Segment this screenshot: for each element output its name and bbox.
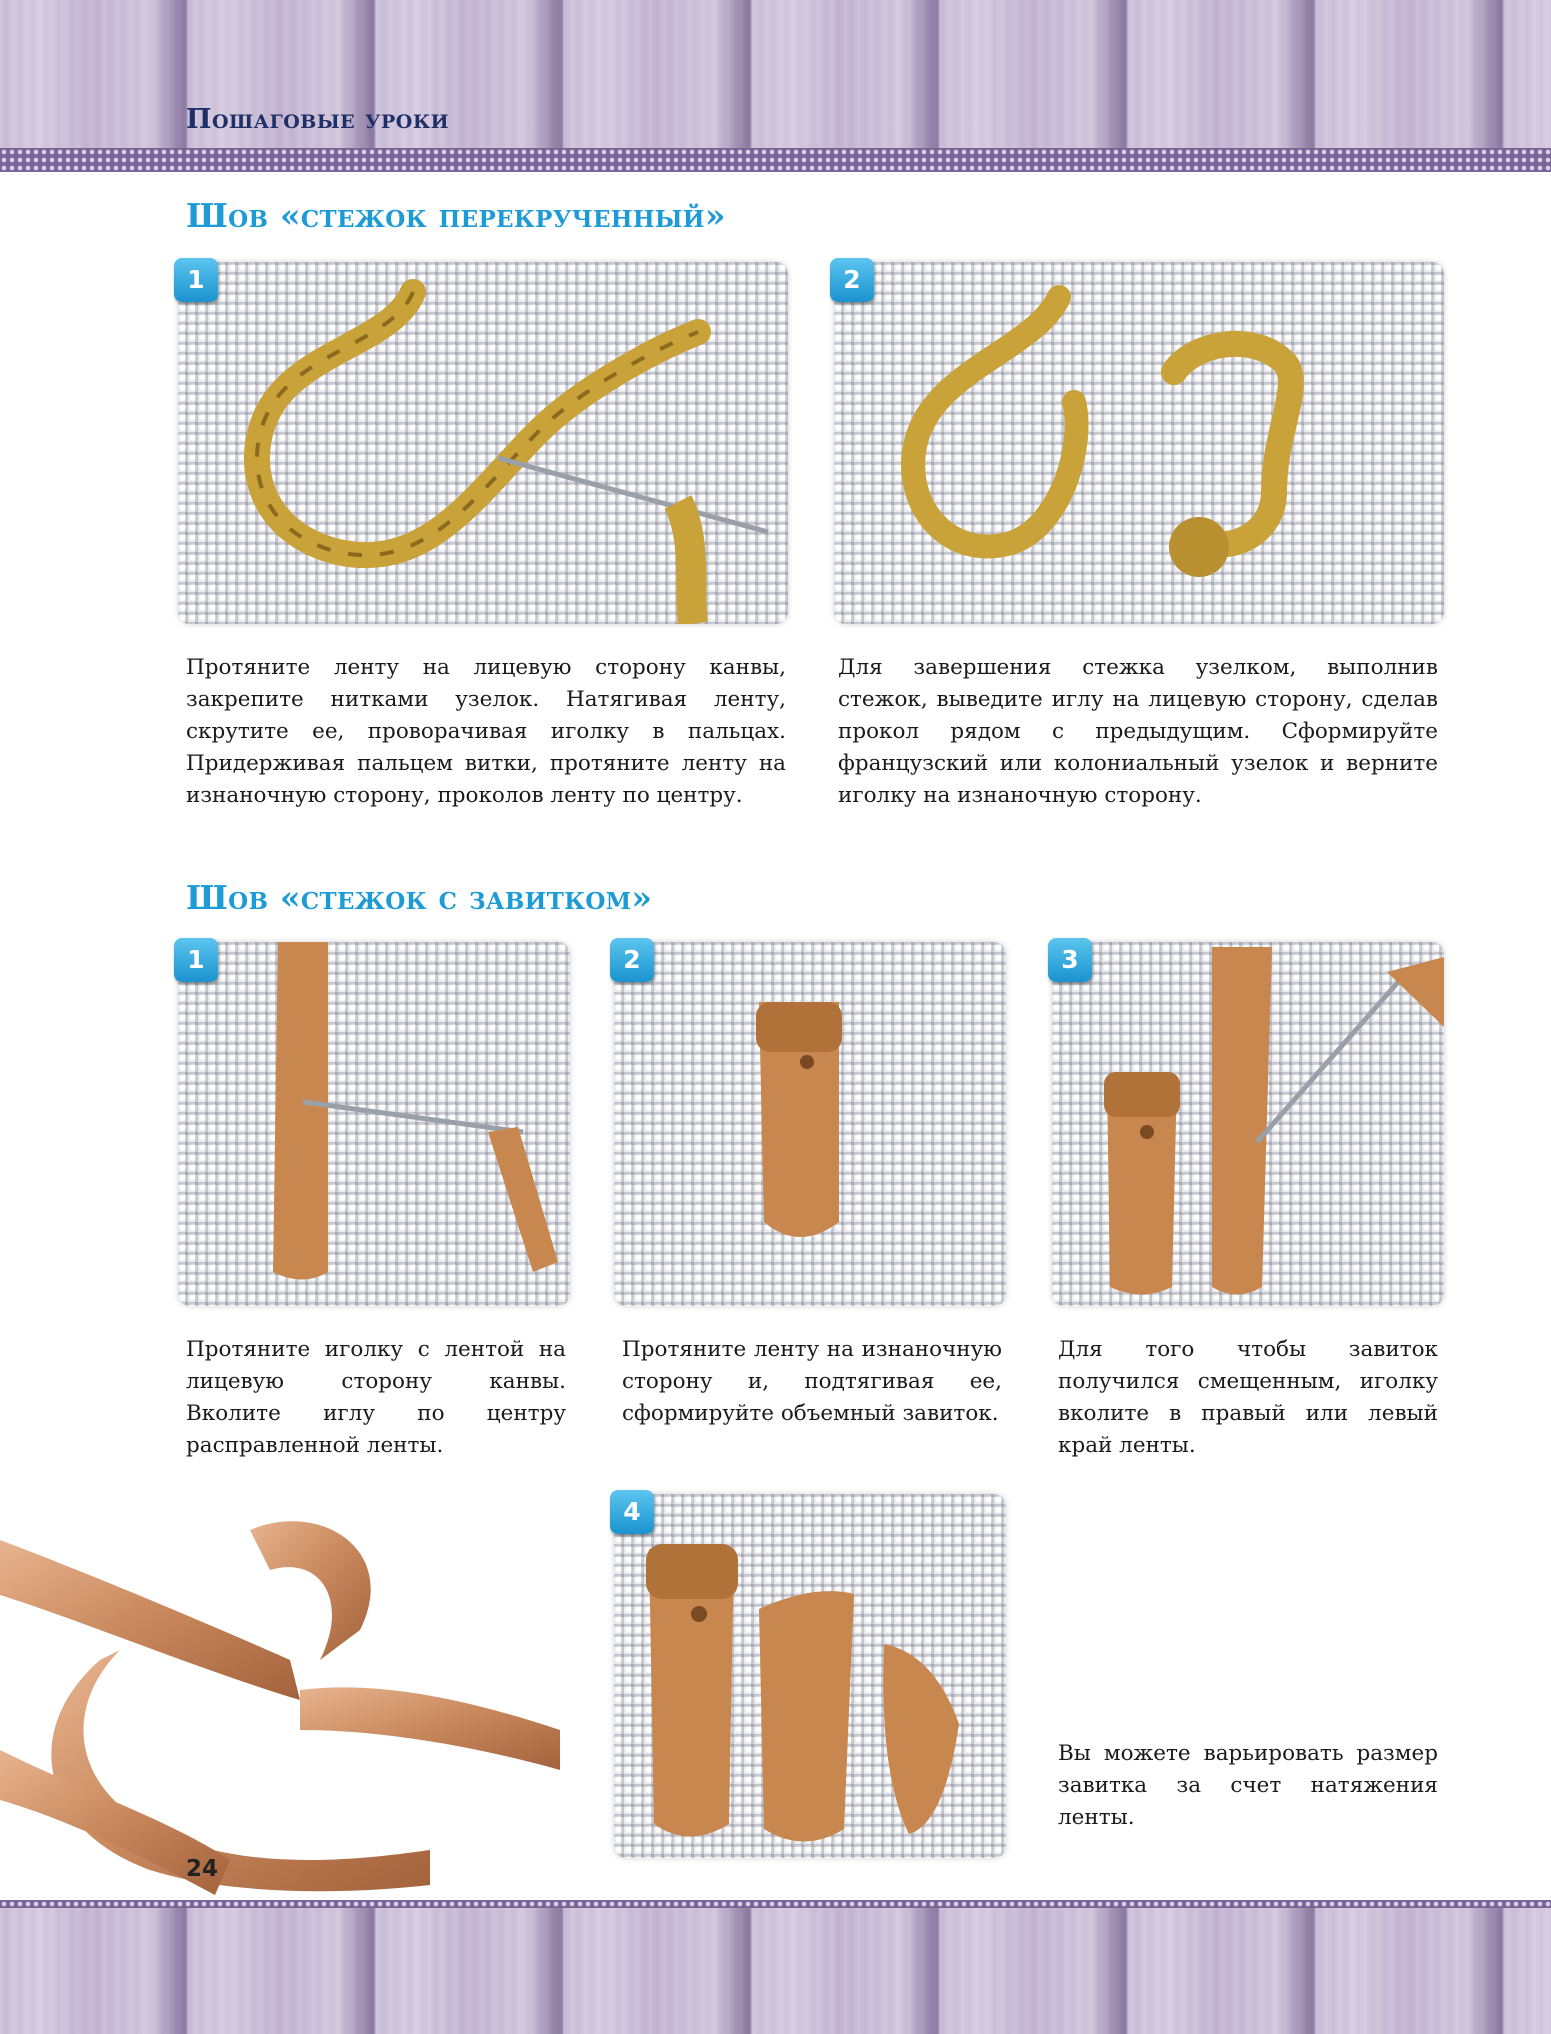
page-number: 24 (186, 1856, 219, 1882)
step-badge-s2-3: 3 (1048, 938, 1092, 982)
twisted-gold-ribbon-illustration (178, 262, 788, 624)
section2-step1-text: Протяните иголку с лентой на лицевую сторону канвы. Вколите иглу по центру расправленной ленты. (186, 1337, 566, 1458)
twisted-ribbon-knot-illustration (834, 262, 1444, 624)
footer-wood-background (0, 1908, 1551, 2034)
section1-step2-photo (834, 262, 1444, 624)
section2-step3-photo (1052, 942, 1444, 1306)
section2-step4-photo (614, 1494, 1006, 1858)
section2-title: Шов «стежок с завитком» (186, 878, 653, 917)
flat-ribbon-needle-illustration (178, 942, 570, 1306)
step-badge-s2-4: 4 (610, 1490, 654, 1534)
step-badge-s2-1: 1 (174, 938, 218, 982)
section1-title: Шов «стежок перекрученный» (186, 196, 726, 235)
step-badge-s2-2: 2 (610, 938, 654, 982)
section1-step1-text: Протяните ленту на лицевую сторону канвы, закрепите нитками узелок. Натягивая ленту, скрутите ее, проворачивая иголку в пальцах. Придерживая пальцем витки, протяните ленту на изнаночную сторону, проколов ленту по центру. (186, 655, 786, 808)
section2-step3-text: Для того чтобы завиток получился смещенным, иголку вколите в правый или левый край ленты. (1058, 1337, 1438, 1458)
header-title: Пошаговые уроки (186, 104, 450, 135)
step-badge-s1-1: 1 (174, 258, 218, 302)
three-ribbon-loops-illustration (614, 1494, 1006, 1858)
section2-step4-text: Вы можете варьировать размер завитка за счет натяжения ленты. (1058, 1741, 1438, 1830)
section2-step2-photo (614, 942, 1006, 1306)
ribbon-loop-illustration (614, 942, 1006, 1306)
decorative-satin-ribbon (0, 1500, 600, 1900)
two-ribbon-stitches-illustration (1052, 942, 1444, 1306)
section1-step2-text: Для завершения стежка узелком, выполнив стежок, выведите иглу на лицевую сторону, сделав прокол рядом с предыдущим. Сформируйте французский или колониальный узелок и верните иголку на изнаночную сторону. (838, 655, 1438, 808)
header-dotted-band (0, 148, 1551, 172)
step-badge-s1-2: 2 (830, 258, 874, 302)
section2-step1-photo (178, 942, 570, 1306)
section1-step1-photo (178, 262, 788, 624)
section2-step2-text: Протяните ленту на изнаночную сторону и, подтягивая ее, сформируйте объемный завиток. (622, 1337, 1002, 1426)
